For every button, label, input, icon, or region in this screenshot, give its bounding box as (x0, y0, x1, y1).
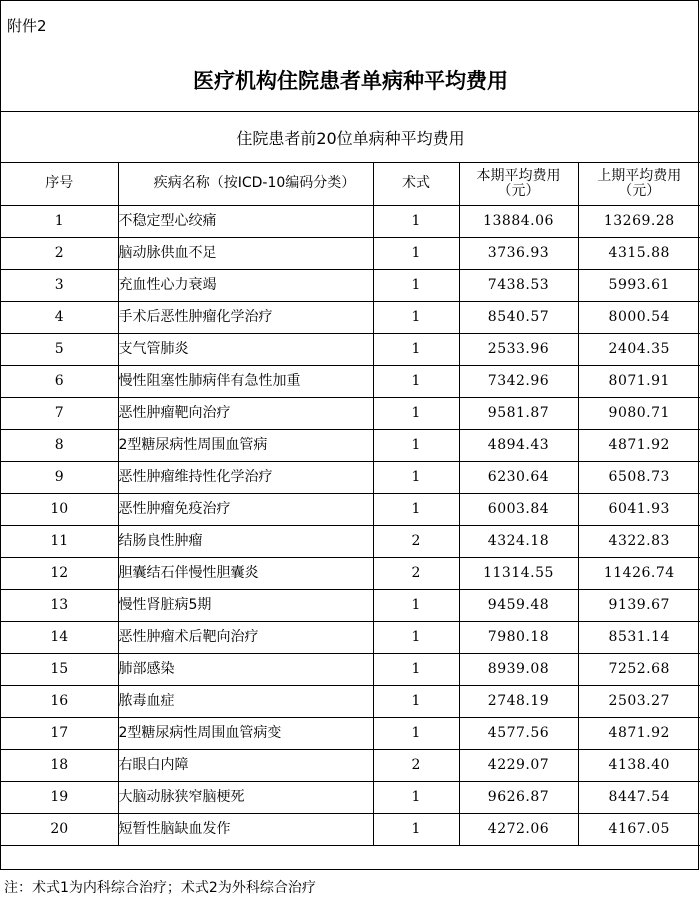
cost-table (1, 115, 700, 846)
title-divider (1, 111, 700, 112)
row-previous-cost: 9139.67 (578, 589, 700, 621)
table-row (1, 365, 700, 397)
header-previous (578, 162, 700, 205)
row-method: 1 (373, 621, 459, 653)
row-method: 1 (373, 301, 459, 333)
row-number: 11 (1, 525, 118, 557)
row-number: 7 (1, 397, 118, 429)
row-method: 1 (373, 269, 459, 301)
header-current-line2: （元） (497, 182, 540, 199)
table-row (1, 333, 700, 365)
table-row (1, 685, 700, 717)
row-current-cost: 4894.43 (459, 429, 578, 461)
row-previous-cost: 4315.88 (578, 237, 700, 269)
row-method: 1 (373, 237, 459, 269)
row-current-cost: 8939.08 (459, 653, 578, 685)
row-previous-cost: 8531.14 (578, 621, 700, 653)
row-disease-name: 肺部感染 (118, 653, 373, 685)
row-number: 12 (1, 557, 118, 589)
row-previous-cost: 11426.74 (578, 557, 700, 589)
row-method: 2 (373, 749, 459, 781)
row-disease-name: 脑动脉供血不足 (118, 237, 373, 269)
row-previous-cost: 7252.68 (578, 653, 700, 685)
header-method: 术式 (373, 162, 459, 205)
row-disease-name: 慢性肾脏病5期 (118, 589, 373, 621)
table-row (1, 621, 700, 653)
document-title: 医疗机构住院患者单病种平均费用 (193, 69, 508, 93)
header-current (459, 162, 578, 205)
row-disease-name: 充血性心力衰竭 (118, 269, 373, 301)
row-previous-cost: 4167.05 (578, 813, 700, 845)
row-number: 16 (1, 685, 118, 717)
row-disease-name: 胆囊结石伴慢性胆囊炎 (118, 557, 373, 589)
row-number: 19 (1, 781, 118, 813)
table-row (1, 205, 700, 237)
row-method: 1 (373, 397, 459, 429)
row-previous-cost: 8071.91 (578, 365, 700, 397)
row-current-cost: 6230.64 (459, 461, 578, 493)
table-row (1, 653, 700, 685)
row-number: 13 (1, 589, 118, 621)
row-current-cost: 6003.84 (459, 493, 578, 525)
table-row (1, 237, 700, 269)
row-method: 1 (373, 685, 459, 717)
row-disease-name: 慢性阻塞性肺病伴有急性加重 (118, 365, 373, 397)
row-current-cost: 9459.48 (459, 589, 578, 621)
row-number: 14 (1, 621, 118, 653)
table-header-row (1, 162, 700, 205)
row-method: 1 (373, 205, 459, 237)
row-number: 6 (1, 365, 118, 397)
annex-label: 附件2 (7, 17, 47, 35)
row-previous-cost: 4871.92 (578, 717, 700, 749)
row-disease-name: 恶性肿瘤术后靶向治疗 (118, 621, 373, 653)
row-method: 1 (373, 813, 459, 845)
row-number: 2 (1, 237, 118, 269)
row-previous-cost: 8000.54 (578, 301, 700, 333)
table-row (1, 269, 700, 301)
row-current-cost: 7980.18 (459, 621, 578, 653)
row-number: 18 (1, 749, 118, 781)
row-disease-name: 结肠良性肿瘤 (118, 525, 373, 557)
row-disease-name: 右眼白内障 (118, 749, 373, 781)
row-number: 3 (1, 269, 118, 301)
header-no: 序号 (1, 162, 118, 205)
row-method: 1 (373, 365, 459, 397)
row-number: 4 (1, 301, 118, 333)
row-method: 1 (373, 461, 459, 493)
row-previous-cost: 4138.40 (578, 749, 700, 781)
row-number: 17 (1, 717, 118, 749)
row-method: 1 (373, 589, 459, 621)
row-previous-cost: 4322.83 (578, 525, 700, 557)
table-row (1, 717, 700, 749)
footnote: 注：术式1为内科综合治疗；术式2为外科综合治疗 (4, 880, 316, 896)
row-disease-name: 短暂性脑缺血发作 (118, 813, 373, 845)
row-disease-name: 脓毒血症 (118, 685, 373, 717)
table-row (1, 589, 700, 621)
row-number: 1 (1, 205, 118, 237)
table-row (1, 301, 700, 333)
header-current-line1: 本期平均费用 (476, 167, 561, 184)
row-method: 1 (373, 333, 459, 365)
row-current-cost: 4577.56 (459, 717, 578, 749)
row-method: 2 (373, 557, 459, 589)
row-method: 1 (373, 717, 459, 749)
row-previous-cost: 5993.61 (578, 269, 700, 301)
table-body (1, 205, 700, 845)
row-current-cost: 9626.87 (459, 781, 578, 813)
row-current-cost: 11314.55 (459, 557, 578, 589)
row-previous-cost: 2503.27 (578, 685, 700, 717)
row-number: 9 (1, 461, 118, 493)
row-disease-name: 手术后恶性肿瘤化学治疗 (118, 301, 373, 333)
row-disease-name: 恶性肿瘤靶向治疗 (118, 397, 373, 429)
header-name: 疾病名称（按ICD-10编码分类） (118, 162, 373, 205)
row-previous-cost: 6041.93 (578, 493, 700, 525)
row-current-cost: 4324.18 (459, 525, 578, 557)
table-row (1, 525, 700, 557)
row-current-cost: 3736.93 (459, 237, 578, 269)
row-disease-name: 不稳定型心绞痛 (118, 205, 373, 237)
row-previous-cost: 9080.71 (578, 397, 700, 429)
row-current-cost: 4272.06 (459, 813, 578, 845)
row-number: 8 (1, 429, 118, 461)
row-disease-name: 2型糖尿病性周围血管病变 (118, 717, 373, 749)
table-row (1, 813, 700, 845)
row-method: 1 (373, 493, 459, 525)
row-disease-name: 支气管肺炎 (118, 333, 373, 365)
header-previous-line2: （元） (618, 182, 661, 199)
row-disease-name: 大脑动脉狭窄脑梗死 (118, 781, 373, 813)
row-current-cost: 9581.87 (459, 397, 578, 429)
row-current-cost: 7342.96 (459, 365, 578, 397)
row-previous-cost: 13269.28 (578, 205, 700, 237)
row-disease-name: 恶性肿瘤免疫治疗 (118, 493, 373, 525)
table-row (1, 781, 700, 813)
row-previous-cost: 4871.92 (578, 429, 700, 461)
table-row (1, 557, 700, 589)
row-disease-name: 恶性肿瘤维持性化学治疗 (118, 461, 373, 493)
row-method: 2 (373, 525, 459, 557)
row-previous-cost: 8447.54 (578, 781, 700, 813)
table-caption: 住院患者前20位单病种平均费用 (1, 115, 700, 162)
row-current-cost: 7438.53 (459, 269, 578, 301)
table-row (1, 429, 700, 461)
row-number: 15 (1, 653, 118, 685)
row-previous-cost: 2404.35 (578, 333, 700, 365)
table-row (1, 493, 700, 525)
table-row (1, 749, 700, 781)
header-previous-line1: 上期平均费用 (597, 167, 682, 184)
row-previous-cost: 6508.73 (578, 461, 700, 493)
row-current-cost: 8540.57 (459, 301, 578, 333)
row-method: 1 (373, 429, 459, 461)
row-method: 1 (373, 653, 459, 685)
row-current-cost: 2748.19 (459, 685, 578, 717)
row-disease-name: 2型糖尿病性周围血管病 (118, 429, 373, 461)
table-row (1, 461, 700, 493)
table-row (1, 397, 700, 429)
table-caption-row (1, 115, 700, 162)
row-current-cost: 2533.96 (459, 333, 578, 365)
row-number: 5 (1, 333, 118, 365)
row-current-cost: 4229.07 (459, 749, 578, 781)
row-number: 20 (1, 813, 118, 845)
row-number: 10 (1, 493, 118, 525)
row-method: 1 (373, 781, 459, 813)
row-current-cost: 13884.06 (459, 205, 578, 237)
